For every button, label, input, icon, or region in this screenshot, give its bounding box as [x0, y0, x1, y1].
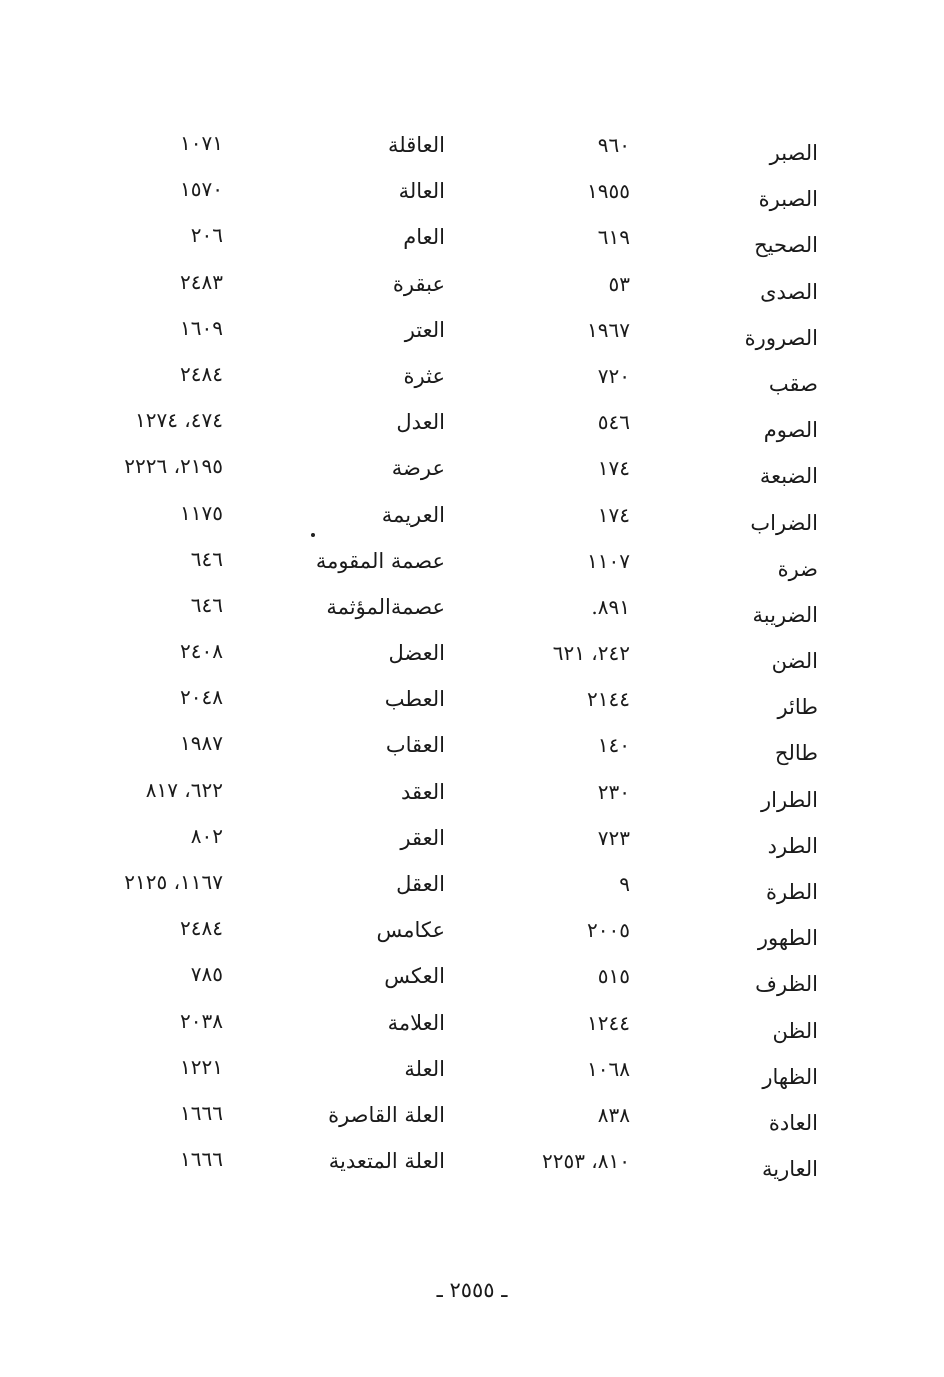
index-entry	[480, 451, 830, 497]
index-term: الظرف	[755, 972, 818, 997]
index-term: عكامس	[376, 918, 445, 943]
index-entry	[480, 1052, 830, 1098]
index-entry	[480, 174, 830, 220]
index-page-numbers: ٨١٠، ٢٢٥٣	[541, 1149, 630, 1174]
index-term: العقاب	[385, 733, 445, 758]
index-entry	[100, 359, 445, 405]
index-page-numbers: ١٢٤٤	[587, 1010, 630, 1035]
index-page-numbers: ٥٣	[608, 271, 630, 296]
index-page-numbers: ٦٤٦	[190, 546, 223, 571]
index-entry	[480, 682, 830, 728]
index-term: الظهار	[762, 1064, 818, 1089]
index-page-numbers: ٦٢٢، ٨١٧	[145, 777, 223, 802]
index-term: الضراب	[750, 510, 818, 535]
index-entry	[100, 636, 445, 682]
index-page-numbers: ١٢٢١	[180, 1054, 223, 1079]
index-entry	[100, 405, 445, 451]
index-page-numbers: ٧٢٣	[597, 825, 630, 850]
index-entry	[100, 1098, 445, 1144]
index-entry	[100, 544, 445, 590]
index-entry	[480, 913, 830, 959]
index-entry	[480, 636, 830, 682]
index-term: الصوم	[763, 418, 818, 443]
index-term: العضل	[388, 641, 445, 666]
index-entry	[480, 498, 830, 544]
index-entry	[100, 590, 445, 636]
index-page-numbers: ١٩٥٥	[587, 179, 630, 204]
index-term: العارية	[761, 1157, 818, 1182]
index-page-numbers: ٦١٩	[597, 225, 630, 250]
index-page-numbers: ١٧٤	[597, 502, 630, 527]
index-term: العتر	[404, 317, 445, 342]
index-term: الطرد	[767, 833, 818, 858]
index-term: الصبرة	[758, 187, 818, 212]
index-page-numbers: ١١٧٥	[180, 500, 223, 525]
index-entry	[100, 174, 445, 220]
index-page-numbers: ٩٦٠	[597, 133, 630, 157]
index-page-numbers: ٥٤٦	[597, 410, 630, 435]
index-entry	[480, 1006, 830, 1052]
index-term: الظن	[772, 1018, 818, 1043]
index-page-numbers: ٢٠٣٨	[180, 1008, 223, 1033]
index-term: طالح	[774, 741, 818, 766]
index-entry	[100, 1052, 445, 1098]
index-entry	[480, 267, 830, 313]
index-term: عصمة المقومة	[315, 548, 445, 573]
index-entry	[480, 128, 830, 174]
index-term: الصرورة	[744, 325, 818, 350]
index-entry	[100, 913, 445, 959]
index-term: الضن	[771, 649, 818, 674]
index-entry	[480, 821, 830, 867]
index-page-numbers: ٢٣٠	[597, 779, 630, 804]
index-page-numbers: ١٠٦٨	[587, 1056, 630, 1081]
index-page-numbers: ٨٠٢	[190, 823, 223, 848]
index-entry	[100, 775, 445, 821]
index-page-numbers: ٨٣٨	[597, 1102, 630, 1127]
index-entry	[100, 959, 445, 1005]
index-entry	[100, 1144, 445, 1190]
index-term: الصبر	[769, 141, 818, 165]
index-term: العقل	[396, 872, 445, 896]
index-entry	[480, 775, 830, 821]
index-term: العلامة	[387, 1010, 445, 1035]
index-entry	[480, 405, 830, 451]
index-term: عرضة	[391, 456, 445, 481]
index-term: عصمةالمؤثمة	[326, 594, 445, 619]
index-entry	[480, 313, 830, 359]
index-page-numbers: ٢٠٦	[190, 223, 223, 248]
index-term: العطب	[384, 687, 445, 712]
index-page-numbers: ٧٨٥	[190, 962, 223, 987]
index-term: الطهور	[757, 926, 818, 951]
index-entry	[100, 682, 445, 728]
index-page-numbers: ١٦٠٩	[180, 315, 223, 340]
index-page-numbers: ١٥٧٠	[180, 177, 223, 202]
index-page-numbers: ١٩٨٧	[180, 731, 223, 756]
index-page-numbers: ١١٠٧	[587, 548, 630, 573]
index-column-left	[100, 128, 445, 1190]
index-term: صقب	[768, 371, 818, 396]
index-term: العادة	[768, 1110, 818, 1135]
index-page-numbers: ٢٤٨٤	[180, 916, 223, 941]
index-term: العقد	[400, 779, 445, 804]
index-page-numbers: ٩	[619, 872, 630, 896]
index-entry	[480, 959, 830, 1005]
index-page-numbers: ٢٤٢، ٦٢١	[552, 641, 630, 666]
index-page-numbers: ١٧٤	[597, 456, 630, 481]
index-entry	[480, 1144, 830, 1190]
index-entry	[100, 821, 445, 867]
index-entry	[100, 498, 445, 544]
index-entry	[480, 590, 830, 636]
index-term: العقر	[400, 825, 445, 850]
index-column-right	[480, 128, 830, 1190]
index-term: الصحيح	[754, 233, 818, 258]
index-page-numbers: ٧٢٠	[597, 363, 630, 388]
index-page-numbers: ٢٤٨٤	[180, 361, 223, 386]
page-number: ـ ٢٥٥٥ ـ	[436, 1278, 508, 1302]
index-entry	[100, 267, 445, 313]
index-page-numbers: ١٩٦٧	[587, 317, 630, 342]
index-term: الطرار	[760, 787, 818, 812]
index-entry	[100, 867, 445, 913]
index-entry	[100, 128, 445, 174]
index-entry	[480, 359, 830, 405]
index-page-numbers: ١٤٠	[597, 733, 630, 758]
index-term: الضريبة	[752, 602, 818, 627]
index-term: طائر	[777, 695, 818, 720]
index-entry	[100, 451, 445, 497]
index-page-numbers: ٢٠٠٥	[587, 918, 630, 943]
index-page-numbers: ٢٤٠٨	[180, 639, 223, 664]
index-entry	[480, 544, 830, 590]
index-page-numbers: ٦٤٦	[190, 592, 223, 617]
index-term: العالة	[398, 179, 445, 204]
index-page-numbers: ٢٤٨٣	[180, 269, 223, 294]
index-page-numbers: ٥١٥	[597, 964, 630, 989]
index-entry	[100, 728, 445, 774]
index-entry	[100, 313, 445, 359]
index-term: العلة المتعدية	[328, 1149, 445, 1174]
index-page-numbers: ٢١٤٤	[587, 687, 630, 712]
index-page-numbers: ٢٠٤٨	[180, 685, 223, 710]
index-term: الضبعة	[759, 464, 818, 489]
index-page-numbers: ٢١٩٥، ٢٢٢٦	[124, 454, 223, 479]
index-term: الصدى	[760, 279, 818, 304]
index-page-numbers: ١٦٦٦	[180, 1100, 223, 1125]
index-term: العام	[403, 225, 445, 250]
index-term: عثرة	[403, 363, 445, 388]
index-term: ضرة	[777, 556, 818, 581]
index-term: العريمة	[381, 502, 445, 527]
index-page-numbers: ٨٩١.	[591, 594, 630, 619]
index-term: العلة القاصرة	[328, 1102, 445, 1127]
index-term: العاقلة	[387, 133, 445, 157]
index-entry	[100, 1006, 445, 1052]
index-entry	[480, 1098, 830, 1144]
index-entry	[480, 867, 830, 913]
index-entry	[100, 220, 445, 266]
index-term: العدل	[396, 410, 445, 435]
index-term: الطرة	[765, 880, 818, 904]
index-page-numbers: ١٠٧١	[180, 131, 223, 155]
index-term: عبقرة	[392, 271, 445, 296]
index-term: العكس	[384, 964, 445, 989]
index-page-numbers: ٤٧٤، ١٢٧٤	[134, 408, 223, 433]
ink-speck	[311, 533, 315, 537]
index-entry	[480, 220, 830, 266]
index-entry	[480, 728, 830, 774]
index-term: العلة	[404, 1056, 445, 1081]
index-page-numbers: ١٦٦٦	[180, 1147, 223, 1172]
index-page-numbers: ١١٦٧، ٢١٢٥	[124, 870, 223, 894]
